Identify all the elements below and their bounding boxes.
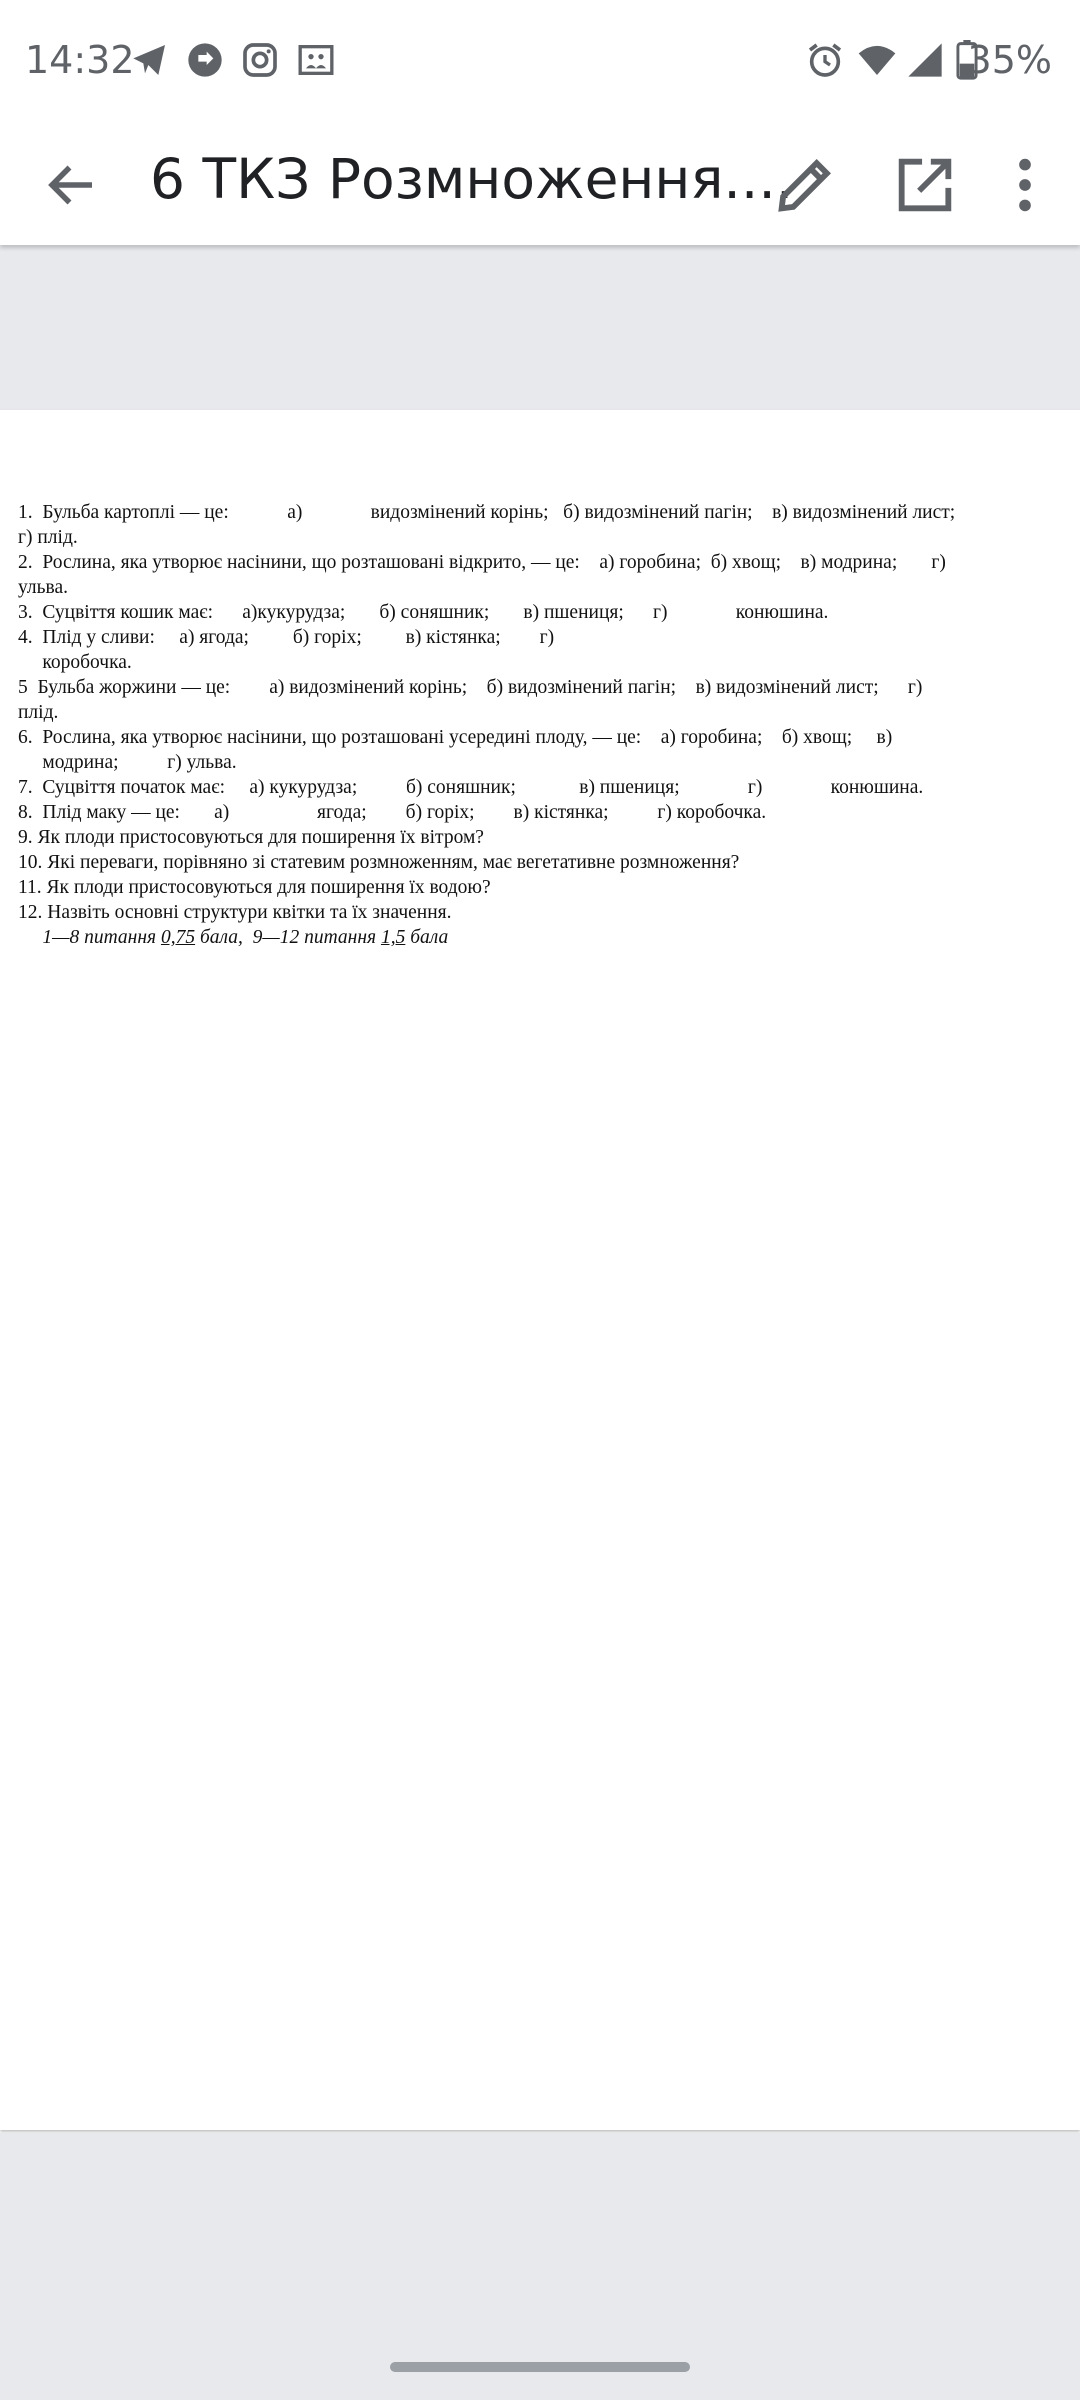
viewer-background-top [0,245,1080,410]
doc-line: 11. Як плоди пристосовуються для поширення їх водою? [18,877,491,898]
doc-line: 7. Суцвіття початок має: а) кукурудза; б) соняшник; в) пшениця; г) конюшина. [18,777,924,798]
app-bar [0,125,1080,245]
doc-line: модрина; г) ульва. [18,752,237,773]
doc-line: 5 Бульба жоржини — це: а) видозмінений корінь; б) видозмінений пагін; в) видозмінений лист; г) [18,677,923,698]
score-text: бала, 9—12 питання [195,927,381,948]
doc-line: ульва. [18,577,68,598]
doc-line: 6. Рослина, яка утворює насінини, що розташовані усередині плоду, — це: а) горобина; б) хвощ; в) [18,727,893,748]
gesture-nav-handle[interactable] [390,2362,690,2372]
battery-percent: 35% [967,38,1052,82]
doc-line: 9. Як плоди пристосовуються для поширення їх вітром? [18,827,484,848]
doc-line: 3. Суцвіття кошик має: а)кукурудза; б) соняшник; в) пшениця; г) конюшина. [18,602,829,623]
doc-line: 4. Плід у сливи: а) ягода; б) горіх; в) кістянка; г) [18,627,555,648]
document-title: 6 ТКЗ Розмноження.... [150,147,794,211]
score-line [18,925,1048,950]
more-vert-icon[interactable] [1000,150,1050,220]
doc-line: коробочка. [18,652,132,673]
status-time: 14:32 [25,38,135,82]
edit-pencil-icon[interactable] [770,150,840,220]
doc-line: 8. Плід маку — це: а) ягода; б) горіх; в) кістянка; г) коробочка. [18,802,767,823]
signal-icon [905,40,945,85]
doc-line: 1. Бульба картоплі — це: а) видозмінений корінь; б) видозмінений пагін; в) видозмінений лист; [18,502,956,523]
document-text [18,500,1048,950]
alarm-icon [805,40,845,85]
score-value: 0,75 [160,927,196,948]
doc-line: плід. [18,702,59,723]
open-external-icon[interactable] [890,150,960,220]
telegram-icon [130,40,170,85]
score-value: 1,5 [380,927,406,948]
back-arrow-icon[interactable] [42,155,102,215]
gallery-icon [295,40,337,85]
viewer-background-bottom [0,2133,1080,2400]
doc-line: 2. Рослина, яка утворює насінини, що розташовані відкрито, — це: а) горобина; б) хвощ; в) модрина; г) [18,552,946,573]
doc-line: 10. Які переваги, порівняно зі статевим розмноженням, має вегетативне розмноження? [18,852,740,873]
doc-line: 12. Назвіть основні структури квітки та їх значення. [18,902,452,923]
viber-icon [185,40,225,85]
doc-line: г) плід. [18,527,78,548]
score-text: 1—8 питання [42,927,161,948]
wifi-icon [856,40,898,85]
instagram-icon [240,40,280,85]
score-text: бала [405,927,449,948]
status-bar [0,0,1080,125]
